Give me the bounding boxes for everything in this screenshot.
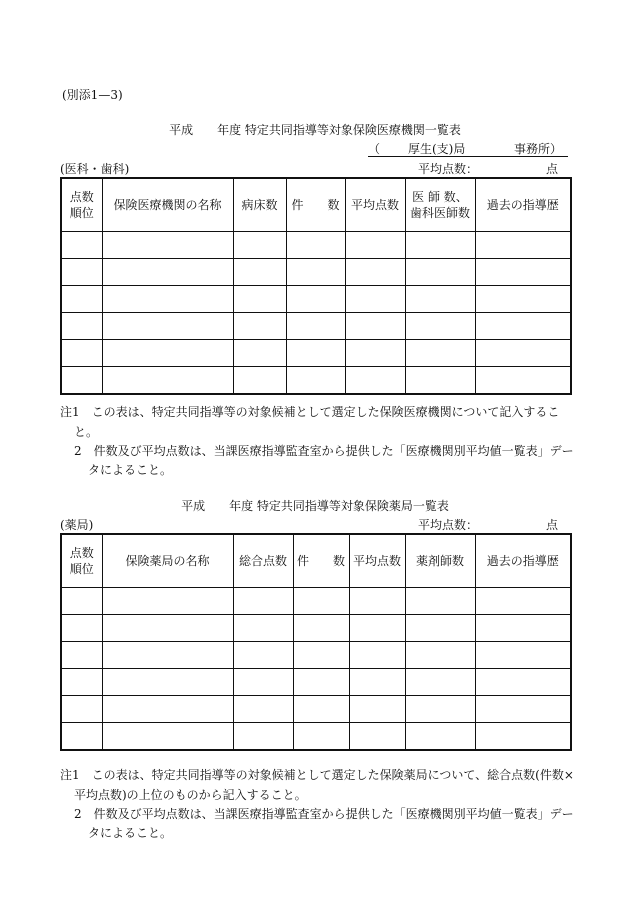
header-average-points: 平均点数 [345,178,405,232]
table-cell[interactable] [293,642,349,669]
table-row [61,669,571,696]
table-cell[interactable] [349,696,405,723]
table-cell[interactable] [405,340,475,367]
header-pharmacists: 薬剤師数 [405,534,475,588]
table-cell[interactable] [102,723,233,751]
table-cell[interactable] [286,340,345,367]
pharmacy-table [60,533,572,751]
table-cell[interactable] [286,286,345,313]
section2-title: 平成 年度 特定共同指導等対象保険薬局一覧表 [181,499,449,513]
table-cell[interactable] [286,313,345,340]
header-pharmacy-name: 保険薬局の名称 [102,534,233,588]
section1-note-2-cont: タによること。 [88,463,173,477]
table-cell[interactable] [475,367,571,395]
table-cell[interactable] [102,588,233,615]
table-cell[interactable] [61,642,102,669]
average-label: 平均点数： [418,518,479,532]
table-cell[interactable] [405,696,475,723]
table-cell[interactable] [102,696,233,723]
table-cell[interactable] [475,259,571,286]
table-cell[interactable] [349,723,405,751]
table-cell[interactable] [405,367,475,395]
table-cell[interactable] [405,313,475,340]
table-cell[interactable] [405,669,475,696]
table-cell[interactable] [293,615,349,642]
section1-average-points [418,160,558,176]
header-rank: 点数 順位 [61,534,102,588]
attachment-reference: (別添1—3) [62,88,123,102]
table-cell[interactable] [345,367,405,395]
table-row [61,588,571,615]
table-row [61,367,571,395]
table-cell[interactable] [61,669,102,696]
table-cell[interactable] [293,669,349,696]
header-count: 件 数 [293,534,349,588]
table-cell[interactable] [233,642,293,669]
section2-average-points [418,516,558,532]
table-cell[interactable] [349,615,405,642]
table-row [61,313,571,340]
average-label: 平均点数： [418,162,479,176]
table-row [61,642,571,669]
header-past-guidance: 過去の指導歴 [475,534,571,588]
section1-note-1-cont: と。 [74,425,99,439]
table-cell[interactable] [475,340,571,367]
table-row [61,340,571,367]
table-cell[interactable] [102,340,233,367]
section1-note-1: 注1 この表は、特定共同指導等の対象候補として選定した保険医療機関について記入するこ [60,405,560,419]
table-cell[interactable] [233,340,286,367]
table-cell[interactable] [345,286,405,313]
table-cell[interactable] [102,367,233,395]
table-cell[interactable] [349,642,405,669]
section2-category: (薬局) [60,518,94,532]
table-cell[interactable] [61,723,102,751]
average-unit: 点 [545,162,558,176]
table-cell[interactable] [405,259,475,286]
table-cell[interactable] [349,588,405,615]
table-cell[interactable] [475,669,571,696]
bureau-name: 厚生(支)局 [408,142,466,156]
section2-note-2: 2 件数及び平均点数は、当課医療指導監査室から提供した「医療機関別平均値一覧表」デー [74,807,574,821]
table-cell[interactable] [233,669,293,696]
table-cell[interactable] [475,723,571,751]
table-cell[interactable] [293,588,349,615]
table-cell[interactable] [233,723,293,751]
section2-note-2-cont: タによること。 [88,826,173,840]
section2-note-1: 注1 この表は、特定共同指導等の対象候補として選定した保険薬局について、総合点数(件数× [60,768,574,782]
table-row [61,696,571,723]
table-cell[interactable] [61,340,102,367]
table-cell[interactable] [233,232,286,259]
table-cell[interactable] [475,615,571,642]
table-cell[interactable] [233,259,286,286]
section2-note-1-cont: 平均点数)の上位のものから記入すること。 [74,788,307,802]
table-header-row [61,534,571,588]
table-cell[interactable] [286,259,345,286]
table-row [61,286,571,313]
table-cell[interactable] [405,615,475,642]
table-cell[interactable] [345,340,405,367]
header-rank: 点数 順位 [61,178,102,232]
table-row [61,259,571,286]
table-cell[interactable] [405,642,475,669]
table-cell[interactable] [61,259,102,286]
table-header-row [61,178,571,232]
table-cell[interactable] [475,313,571,340]
table-cell[interactable] [61,588,102,615]
table-cell[interactable] [61,313,102,340]
table-cell[interactable] [475,286,571,313]
table-cell[interactable] [102,642,233,669]
table-cell[interactable] [475,642,571,669]
table-cell[interactable] [102,313,233,340]
table-cell[interactable] [233,367,286,395]
table-cell[interactable] [293,696,349,723]
header-average-points: 平均点数 [349,534,405,588]
table-cell[interactable] [286,367,345,395]
table-cell[interactable] [405,588,475,615]
bureau-open-paren: （ [368,142,381,156]
bureau-office: 事務所） [514,142,563,156]
table-cell[interactable] [233,696,293,723]
header-beds: 病床数 [233,178,286,232]
table-row [61,723,571,751]
table-cell[interactable] [61,367,102,395]
table-cell[interactable] [475,232,571,259]
table-cell[interactable] [102,615,233,642]
table-cell[interactable] [102,286,233,313]
table-cell[interactable] [345,313,405,340]
table-row [61,232,571,259]
table-cell[interactable] [293,723,349,751]
table-cell[interactable] [102,232,233,259]
table-cell[interactable] [233,286,286,313]
section1-category: (医科・歯科) [60,162,130,176]
table-cell[interactable] [233,313,286,340]
table-cell[interactable] [405,723,475,751]
table-row [61,615,571,642]
table-cell[interactable] [345,232,405,259]
medical-institution-table [60,177,572,395]
header-total-points: 総合点数 [233,534,293,588]
table-cell[interactable] [286,232,345,259]
table-cell[interactable] [102,669,233,696]
header-past-guidance: 過去の指導歴 [475,178,571,232]
table-cell[interactable] [61,615,102,642]
table-cell[interactable] [61,696,102,723]
table-cell[interactable] [405,232,475,259]
header-institution-name: 保険医療機関の名称 [102,178,233,232]
table-cell[interactable] [61,232,102,259]
table-cell[interactable] [233,615,293,642]
table-cell[interactable] [475,696,571,723]
table-cell[interactable] [405,286,475,313]
table-cell[interactable] [61,286,102,313]
header-count: 件 数 [286,178,345,232]
table-cell[interactable] [475,588,571,615]
header-doctors: 医 師 数、 歯科医師数 [405,178,475,232]
bureau-line [368,140,568,157]
table-cell[interactable] [349,669,405,696]
table-cell[interactable] [345,259,405,286]
section1-title: 平成 年度 特定共同指導等対象保険医療機関一覧表 [169,123,461,137]
average-unit: 点 [545,518,558,532]
table-cell[interactable] [102,259,233,286]
section1-note-2: 2 件数及び平均点数は、当課医療指導監査室から提供した「医療機関別平均値一覧表」デー [74,444,574,458]
table-cell[interactable] [233,588,293,615]
